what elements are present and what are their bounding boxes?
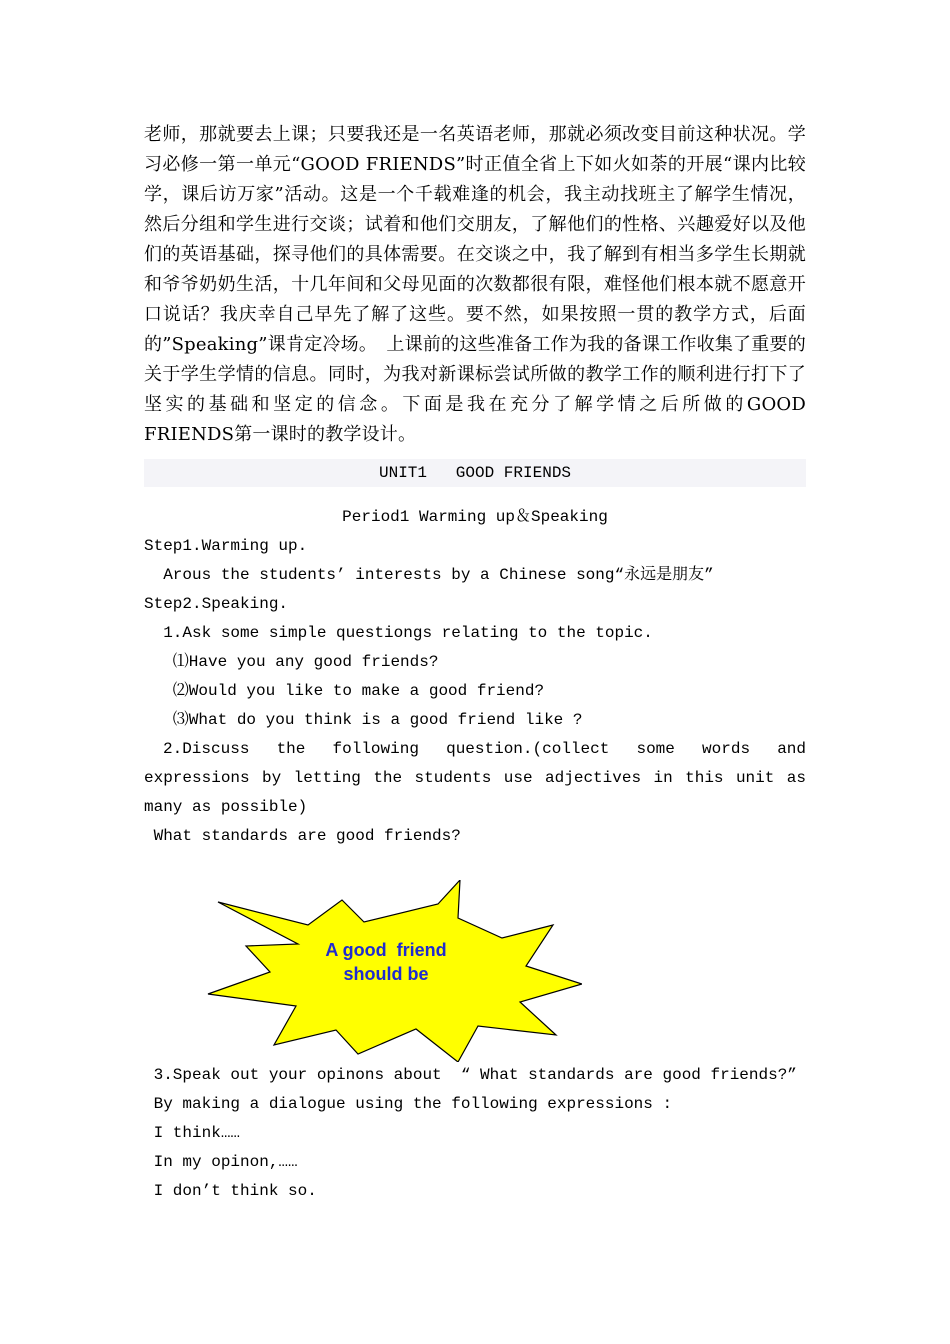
document-lower: [144, 1061, 806, 1206]
question-1: ⑴Have you any good friends?: [144, 653, 439, 671]
step2-heading: Step2.Speaking.: [144, 595, 289, 613]
step1-text: Arous the students’ interests by a Chinese song“永远是朋友”: [144, 566, 714, 584]
expression-2: In my opinon,……: [144, 1153, 298, 1171]
item2-question: What standards are good friends?: [144, 827, 461, 845]
step1-heading: Step1.Warming up.: [144, 537, 308, 555]
step2-item1: 1.Ask some simple questiongs relating to the topic.: [144, 624, 653, 642]
period-title: Period1 Warming up＆Speaking: [342, 508, 608, 526]
starburst-shape: [206, 880, 582, 1062]
step2-item3: 3.Speak out your opinons about “ What standards are good friends?”: [144, 1066, 797, 1084]
step2-item2: 2.Discuss the following question.(collect some words and expressions by letting the students use adjectives in this unit as many as possible): [144, 740, 806, 816]
question-3: ⑶What do you think is a good friend like ?: [144, 711, 583, 729]
item3-sub: By making a dialogue using the following expressions :: [144, 1095, 673, 1113]
document-body: [144, 120, 806, 851]
starburst-line-1: A good friend: [325, 940, 447, 960]
intro-paragraph: 老师，那就要去上课；只要我还是一名英语老师，那就必须改变目前这种状况。学习必修一第一单元“GOOD FRIENDS”时正值全省上下如火如荼的开展“课内比较学，课后访万家”活动。这是一个千载难逢的机会，我主动找班主了解学生情况，然后分组和学生进行交谈；试着和他们交朋友，了解他们的性格、兴趣爱好以及他们的英语基础，探寻他们的具体需要。在交谈之中，我了解到有相当多学生长期就和爷爷奶奶生活，十几年间和父母见面的次数都很有限，难怪他们根本就不愿意开口说话？我庆幸自己早先了解了这些。要不然，如果按照一贯的教学方式，后面的”Speaking”课肯定冷场。 上课前的这些准备工作为我的备课工作收集了重要的关于学生学情的信息。同时，为我对新课标尝试所做的教学工作的顺利进行打下了坚实的基础和坚定的信念。下面是我在充分了解学情之后所做的GOOD FRIENDS第一课时的教学设计。: [144, 124, 806, 445]
starburst-label: [206, 938, 566, 986]
question-2: ⑵Would you like to make a good friend?: [144, 682, 545, 700]
expression-1: I think……: [144, 1124, 241, 1142]
expression-3: I don’t think so.: [144, 1182, 317, 1200]
unit-title: UNIT1 GOOD FRIENDS: [144, 459, 806, 487]
starburst-line-2: should be: [343, 964, 429, 984]
